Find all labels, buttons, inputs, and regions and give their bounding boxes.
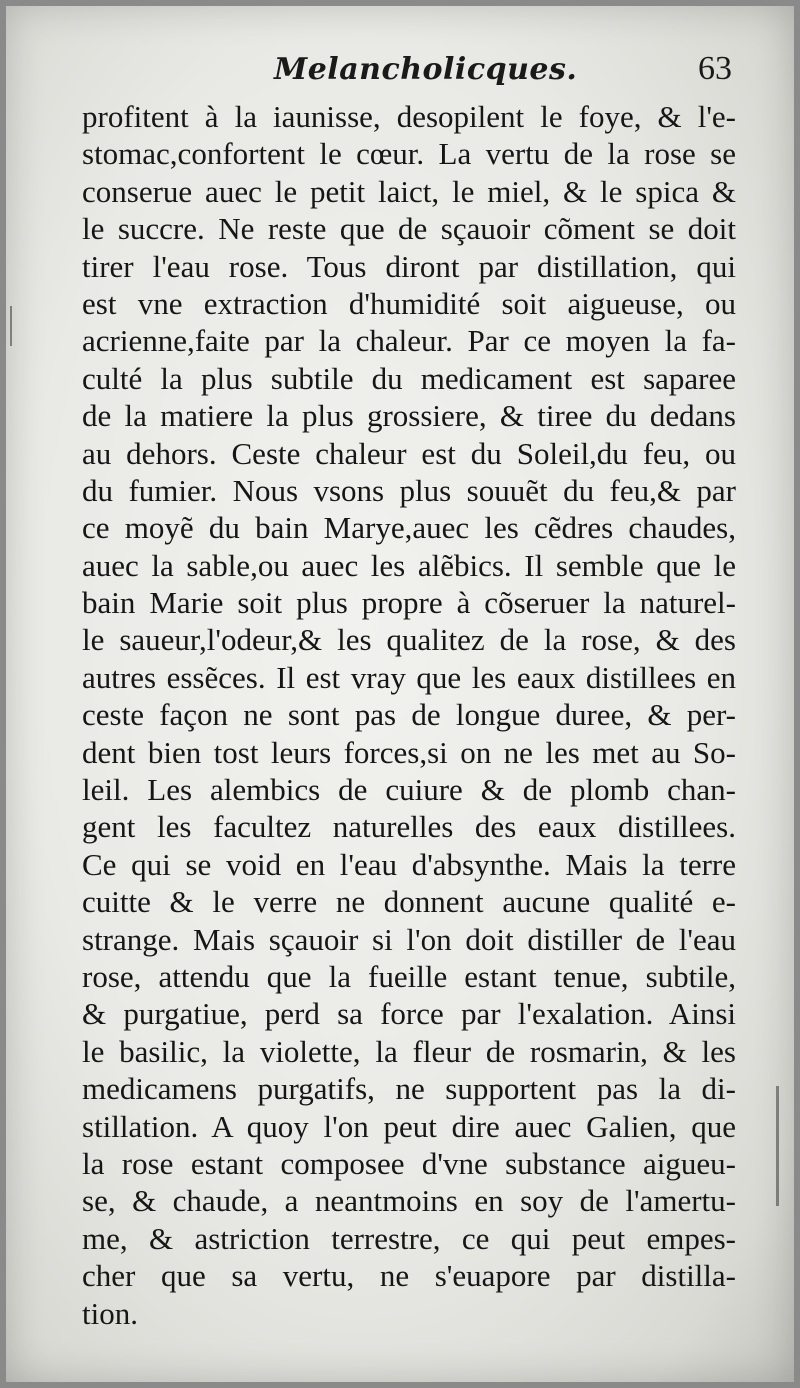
text-line: dent bien tost leurs forces,si on ne les met au So- — [82, 734, 736, 770]
text-line: medicamens purgatifs, ne supportent pas la di- — [82, 1071, 736, 1107]
page-edge-mark — [10, 306, 12, 346]
text-line: bain Marie soit plus propre à cõseruer la naturel- — [82, 585, 736, 621]
text-line: le saueur,l'odeur,& les qualitez de la rose, & des — [82, 622, 736, 658]
text-line: cuitte & le verre ne donnent aucune qualité e- — [82, 884, 736, 920]
text-line: ceste façon ne sont pas de longue duree, & per- — [82, 697, 736, 733]
book-page — [6, 6, 794, 1382]
text-line: autres essẽces. Il est vray que les eaux distillees en — [82, 659, 736, 695]
text-line: du fumier. Nous vsons plus souuẽt du feu,& par — [82, 472, 736, 508]
text-line: & purgatiue, perd sa force par l'exalation. Ainsi — [82, 996, 736, 1032]
text-line: profitent à la iaunisse, desopilent le foye, & l'e- — [82, 99, 736, 134]
text-line: le basilic, la violette, la fleur de rosmarin, & les — [82, 1033, 736, 1069]
text-line: conserue auec le petit laict, le miel, & le spica & — [82, 173, 736, 209]
text-line: au dehors. Ceste chaleur est du Soleil,du feu, ou — [82, 435, 736, 471]
running-title: Melancholicques. — [274, 52, 578, 87]
text-line: le succre. Ne reste que de sçauoir cõment se doit — [82, 211, 736, 247]
text-line: cher que sa vertu, ne s'euapore par distilla- — [82, 1258, 736, 1294]
text-line: strange. Mais sçauoir si l'on doit distiller de l'eau — [82, 921, 736, 957]
text-line: tion. — [82, 1295, 138, 1331]
text-line: culté la plus subtile du medicament est saparee — [82, 360, 736, 396]
text-line: rose, attendu que la fueille estant tenue, subtile, — [82, 958, 736, 994]
text-line: Ce qui se void en l'eau d'absynthe. Mais la terre — [82, 846, 736, 882]
page-header — [6, 50, 794, 100]
text-line: stomac,confortent le cœur. La vertu de la rose se — [82, 136, 736, 172]
text-line: gent les facultez naturelles des eaux distillees. — [82, 809, 736, 845]
text-line: ce moyẽ du bain Marye,auec les cẽdres chaudes, — [82, 510, 736, 546]
text-line: est vne extraction d'humidité soit aigueuse, ou — [82, 285, 736, 321]
text-line: me, & astriction terrestre, ce qui peut empes- — [82, 1220, 736, 1256]
text-line: leil. Les alembics de cuiure & de plomb chan- — [82, 772, 736, 808]
text-line: la rose estant composee d'vne substance aigueu- — [82, 1145, 736, 1181]
text-line: acrienne,faite par la chaleur. Par ce moyen la fa- — [82, 323, 736, 359]
body-text — [82, 98, 736, 1332]
text-line: de la matiere la plus grossiere, & tiree du dedans — [82, 398, 736, 434]
page-number: 63 — [698, 50, 732, 87]
text-line: tirer l'eau rose. Tous diront par distillation, qui — [82, 248, 736, 284]
text-line: stillation. A quoy l'on peut dire auec Galien, que — [82, 1108, 736, 1144]
page-edge-mark — [776, 1086, 779, 1206]
text-line: auec la sable,ou auec les alẽbics. Il semble que le — [82, 547, 736, 583]
text-line: se, & chaude, a neantmoins en soy de l'amertu- — [82, 1183, 736, 1219]
